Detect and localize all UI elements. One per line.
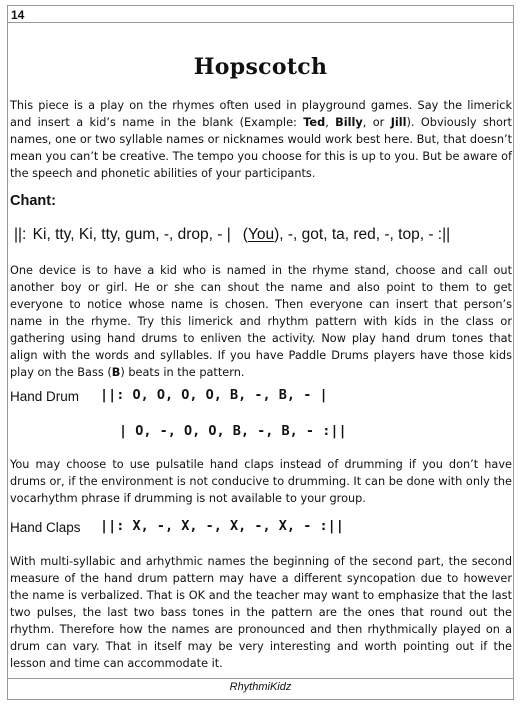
page-title: Hopscotch [193,54,328,80]
footer-brand: RhythmiKidz [229,681,292,693]
activity-paragraph [10,262,512,381]
activity-text-1: One device is to have a kid who is named in the rhyme stand, choose and call out another boy or girl. He or she can shout the name and also point to them to get everyone to notice whose name is chosen. Then everyone can insert that person’s name in the rhyme. Try this limerick and rhythm pattern with kids in the class or gathering using hand drums to enliven the activity. Now play hand drum tones that align with the words and syllables. If you have Paddle Drums players have those kids play on the Bass ( [10,264,512,379]
hand-drum-label: Hand Drum [10,389,80,404]
page-frame [7,5,514,700]
chant-words-1: Ki, tty, Ki, tty, gum, -, drop, - [32,226,223,243]
intro-sep-2: , or [362,116,391,129]
bass-marker: B [111,366,121,379]
footer-rule [8,678,513,679]
example-name-billy: Billy [335,116,363,129]
header-rule [8,22,513,23]
chant-words-2: ), -, got, ta, red, -, top, - [274,226,434,243]
example-name-ted: Ted [303,116,326,129]
claps-paragraph: You may choose to use pulsatile hand claps instead of drumming if you don’t have drums or, if the environment is not conducive to drumming. It can be done with only the vocarhythm phrase if drumming is not available to your group. [10,458,512,505]
chant-repeat-close: :|| [437,226,451,243]
intro-text-1: This piece is a play on the rhymes often used in playground games. Say the limerick and insert a kid’s name in the blank (Example: [10,99,512,129]
hand-drum-pattern-2: | O, -, O, O, B, -, B, - :|| [119,423,347,439]
example-name-jill: Jill [390,116,407,129]
hand-claps-pattern: ||: X, -, X, -, X, -, X, - :|| [100,518,344,534]
hand-drum-pattern-1: ||: O, O, O, O, B, -, B, - | [100,387,328,403]
activity-text-2: ) beats in the pattern. [120,366,245,379]
page-number: 14 [11,8,25,22]
chant-paren-open: ( [242,226,248,243]
chant-line [14,226,450,244]
chant-repeat-open: ||: [14,226,27,243]
chant-barline: | [226,226,231,243]
intro-text-2: ). Obviously short names, one or two syllable names or nicknames would work best here. But, that doesn’t mean you can’t be creative. The tempo you choose for this is up to you. But be aware of the speech and phonetic abilities of your participants. [10,116,512,180]
syncopation-paragraph: With multi-syllabic and arhythmic names the beginning of the second part, the second measure of the hand drum pattern may have a different syncopation due to however the name is verbalized. That is OK and the teacher may want to emphasize that the last two pulses, the last two bass tones in the pattern are the ones that round out the rhythm. Therefore how the names are pronounced and then rhythmically played on a drum can vary. That in itself may be very interesting and worth pointing out if the lesson and time can accommodate it. [10,555,512,670]
chant-heading: Chant: [10,193,56,209]
intro-paragraph [10,97,512,182]
hand-claps-label: Hand Claps [10,520,81,535]
chant-name-blank: You [247,226,275,243]
intro-sep-1: , [325,116,336,129]
